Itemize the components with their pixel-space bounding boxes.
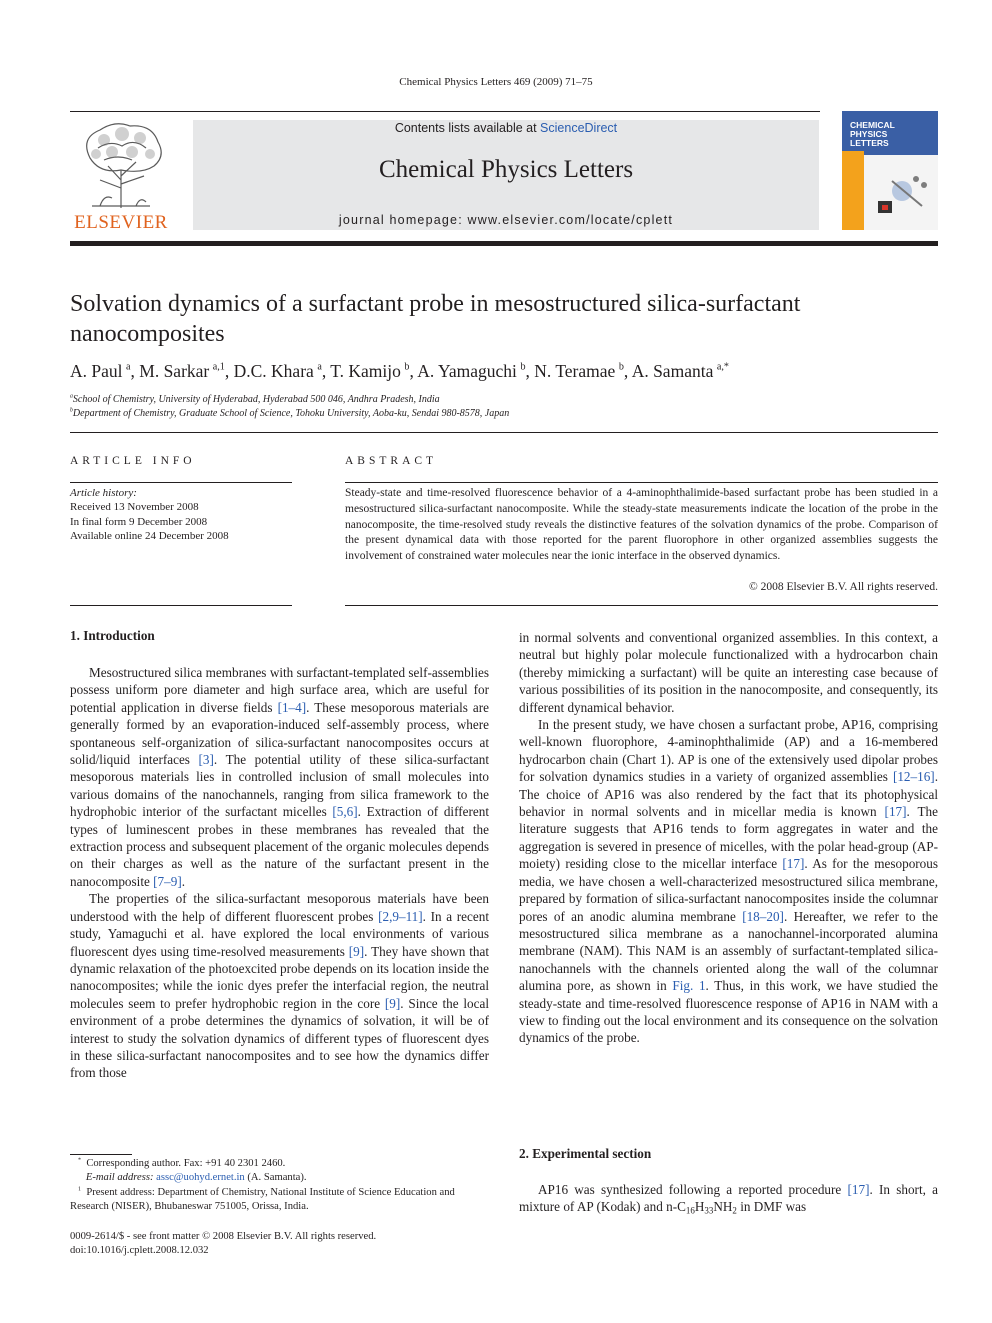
intro-paragraph-2 [70, 890, 489, 1081]
intro-paragraph-3 [519, 716, 938, 1047]
cover-title [850, 121, 895, 148]
citation-link[interactable]: [2,9–11] [378, 908, 423, 924]
author-affiliation-mark: b [618, 361, 624, 373]
text-run: . These mesoporous materials are generally formed by an evaporation-induced self-assembly process, where spontaneous self-organization of silica-surfactant nanocomposites occurs at solid/liquid interfaces [70, 699, 489, 768]
history-label: Article history: [70, 487, 137, 499]
text-run: . Since the local environment of a probe determines the dynamics of solvation, it will be of interest to study the solvation dynamics of different types of fluorescent dyes in these silica-surfactant nanocomposites and to see how the dynamics differ from those [70, 995, 489, 1081]
history-online: Available online 24 December 2008 [70, 530, 229, 543]
author-name[interactable]: A. Samanta [631, 361, 714, 381]
email-after: (A. Samanta). [244, 1172, 307, 1183]
citation-link[interactable]: [9] [348, 943, 365, 959]
article-history [70, 486, 292, 544]
abstract-heading: ABSTRACT [345, 455, 438, 467]
intro-paragraph-1 [70, 664, 489, 890]
abstract-text: Steady-state and time-resolved fluorescence behavior of a 4-aminophthalimide-based surfactant probe has been studied in a mesostructured silica-surfactant nanocomposite. While the steady-state measurements indicate the location of the probe in the nanocomposite, the time-resolved study reveals the distinctive features of the solvation dynamics of the probe. Comparison of the present dynamical data with those reported for the parent fluorophore in other organized assemblies suggests the involvement of constrained water molecules near the ionic interface in the observed dynamics. [345, 487, 938, 563]
citation-link[interactable]: [17] [884, 804, 907, 820]
title-rule [70, 432, 938, 433]
email-label: E-mail address: [85, 1172, 157, 1183]
article-info-rule [70, 482, 292, 483]
body-column-right [519, 629, 938, 1047]
subscript: 2 [732, 1206, 737, 1217]
text-run: In the present study, we have chosen a surfactant probe, AP16, comprising well-known fluorophore, 4-aminophthalimide (AP) and a 16-membered hydrocarbon chain (Chart 1). AP is one of the extensively used dipolar probes for solvation dynamics studies in a variety of organized assemblies [519, 717, 938, 785]
journal-title: Chemical Physics Letters [378, 156, 634, 183]
author-name[interactable]: A. Paul [70, 361, 123, 381]
footnote-text: Corresponding author. Fax: +91 40 2301 2460. [86, 1158, 286, 1169]
cover-line: LETTERS [850, 138, 889, 148]
subscript: 33 [704, 1206, 714, 1217]
sciencedirect-link[interactable]: ScienceDirect [540, 121, 618, 135]
text-run: Mesostructured silica membranes with surfactant-templated self-assemblies possess uniform pore diameter and high surface area, which are useful for potential application in diverse fields [70, 665, 489, 715]
article-info-bottom-rule [70, 605, 292, 606]
text-run: . As for the mesoporous media, we have chosen a well-characterized mesostructured silica membrane, prepared by formation of silica-surfactant nanocomposites inside the columnar pores of an anodic alumina membrane [519, 856, 938, 924]
footnote-corresponding [70, 1157, 489, 1171]
citation-link[interactable]: [5,6] [332, 804, 358, 820]
footnote-text: Present address: Department of Chemistry, National Institute of Science Education and Research (NISER), Bhubaneswar 751005, Orissa, India. [70, 1187, 455, 1212]
history-received: Received 13 November 2008 [70, 501, 199, 514]
article-info-heading: ARTICLE INFO [70, 455, 196, 467]
text-run: H [694, 1199, 705, 1215]
abstract-rule [345, 482, 938, 483]
citation-link[interactable]: [12–16] [892, 769, 935, 785]
elsevier-wordmark: ELSEVIER [74, 212, 168, 233]
footnote-present-address [70, 1186, 489, 1214]
subscript: 16 [685, 1206, 695, 1217]
journal-homepage[interactable]: journal homepage: www.elsevier.com/locate/cplett [338, 213, 674, 227]
section-heading-experimental: 2. Experimental section [519, 1146, 652, 1161]
citation-link[interactable]: [3] [198, 752, 214, 768]
affiliation-text: School of Chemistry, University of Hyderabad, Hyderabad 500 046, Andhra Pradesh, India [72, 394, 440, 405]
contents-line [193, 121, 819, 135]
history-final-form: In final form 9 December 2008 [70, 515, 208, 528]
text-run: AP16 was synthesized following a reported procedure [538, 1182, 848, 1197]
text-run: . Thus, in this work, we have studied the steady-state and time-resolved fluorescence response of AP16 in NAM with a view to finding out the local environment and its consequence on the solvation dynamics of the probe. [519, 978, 939, 1046]
journal-cover [842, 111, 938, 230]
author-name[interactable]: M. Sarkar [139, 361, 210, 381]
text-run: . The literature suggests that AP16 tends to form aggregates in water and the aggregation is severed in presence of micelles, with the polar head-group (AP-moiety) residing close to the micellar interface [519, 804, 939, 872]
footnote-mark: * [77, 1157, 82, 1164]
citation-link[interactable]: [7–9] [153, 873, 182, 889]
footnote-mark: 1 [77, 1186, 82, 1193]
author-name[interactable]: D.C. Khara [233, 361, 314, 381]
affiliation-mark: a [70, 393, 73, 400]
author-affiliation-mark: b [520, 361, 526, 373]
affiliation-text: Department of Chemistry, Graduate School of Science, Tohoku University, Aoba-ku, Sendai 980-8578, Japan [72, 408, 510, 419]
abstract-bottom-rule [345, 605, 938, 606]
body-column-left [70, 664, 489, 1082]
text-run: . Extraction of different types of luminescent probes in these membranes has revealed that the extraction process and subsequent placement of the organic molecules depends on their charges as well as the nature of the surfactant present in the nanocomposite [70, 804, 489, 889]
author-affiliation-mark: a [126, 361, 131, 373]
figure-link[interactable]: Fig. 1 [672, 978, 706, 994]
header-rule [70, 111, 820, 112]
contents-prefix: Contents lists available at [394, 121, 541, 135]
author-affiliation-mark: a,* [716, 361, 729, 373]
footer-issn: 0009-2614/$ - see front matter © 2008 Elsevier B.V. All rights reserved. [70, 1231, 377, 1242]
citation-link[interactable]: [9] [384, 995, 401, 1011]
footer-doi[interactable]: doi:10.1016/j.cplett.2008.12.032 [70, 1245, 209, 1256]
citation-link[interactable]: [1–4] [277, 699, 307, 715]
affiliation-a [70, 394, 440, 405]
footnote-rule [70, 1154, 132, 1155]
section-heading-introduction: 1. Introduction [70, 628, 155, 643]
text-run: . They have shown that dynamic relaxation of the photoexcited probe depends on its location inside the nanocomposites; while the ionic dyes prefer the interfacial region, the neutral molecules seem to prefer hydrophobic region in the core [70, 943, 489, 1011]
author-affiliation-mark: a [317, 361, 322, 373]
affiliation-b [70, 408, 509, 419]
citation-link[interactable]: [17] [782, 856, 805, 872]
abstract-copyright: © 2008 Elsevier B.V. All rights reserved. [749, 581, 938, 593]
intro-paragraph-2-continued: in normal solvents and conventional organized assemblies. In this context, a neutral but highly polar molecule functionalized with a hydrocarbon chain (thereby mimicking a surfactant) will be quite an interesting case because of various possibilities of its position in the nanocomposite, and consequently, its different dynamical behavior. [519, 630, 938, 715]
affiliation-mark: b [70, 407, 73, 414]
author-affiliation-mark: a,1 [212, 361, 225, 373]
text-run: . [181, 873, 186, 889]
text-run: NH [713, 1199, 733, 1215]
author-name[interactable]: N. Teramae [534, 361, 616, 381]
author-affiliation-mark: b [404, 361, 410, 373]
experimental-column [519, 1181, 938, 1216]
text-run: The properties of the silica-surfactant mesoporous materials have been understood with the help of different fluorescent probes [70, 891, 489, 924]
text-run: . The choice of AP16 was also rendered by the fact that its photophysical behavior in normal solvents and in micellar media is known [519, 769, 938, 820]
cover-line: PHYSICS [850, 129, 888, 139]
footnote-email [70, 1171, 489, 1185]
cover-art-icon [842, 151, 938, 230]
article-title: Solvation dynamics of a surfactant probe in mesostructured silica-surfactant nanocomposites [70, 291, 801, 347]
experimental-paragraph-1 [519, 1181, 938, 1216]
text-run: . The potential utility of these silica-surfactant mesoporous materials lies in controlled inclusion of small molecules into various domains of the nanochannels, ranging from silica framework to the hydrophobic interior of the surfactant micelles [70, 752, 489, 820]
cover-line: CHEMICAL [850, 120, 895, 130]
author-list: A. Paul $^a$, M. Sarkar $^{a,1}$, D.C. Khara $^a$, T. Kamijo $^b$, A. Yamaguchi $^b$, N. Teramae $^b$, A. Samanta $^{a,*}$ [70, 361, 729, 381]
text-run: in DMF was [736, 1199, 807, 1215]
author-name[interactable]: T. Kamijo [330, 361, 401, 381]
email-link[interactable]: assc@uohyd.ernet.in [156, 1172, 245, 1183]
citation-link[interactable]: [18–20] [742, 908, 784, 924]
journal-citation: Chemical Physics Letters 469 (2009) 71–75 [399, 76, 593, 88]
author-name[interactable]: A. Yamaguchi [417, 361, 517, 381]
text-run: . In short, a mixture of AP (Kodak) and n-C [519, 1182, 938, 1215]
citation-link[interactable]: [17] [847, 1182, 870, 1197]
header-thick-rule [70, 241, 938, 246]
text-run: . Hereafter, we refer to the mesostructured silica membrane as a nanochannel-incorporated alumina membrane (NAM). This NAM is an assembly of surfactant-templated silica-nanochannels with the channels oriented along the wall of the columnar alumina pore, as shown in [519, 908, 938, 994]
text-run: . In a recent study, Yamaguchi et al. have explored the local environments of various fluorescent dyes using time-resolved measurements [70, 908, 489, 959]
